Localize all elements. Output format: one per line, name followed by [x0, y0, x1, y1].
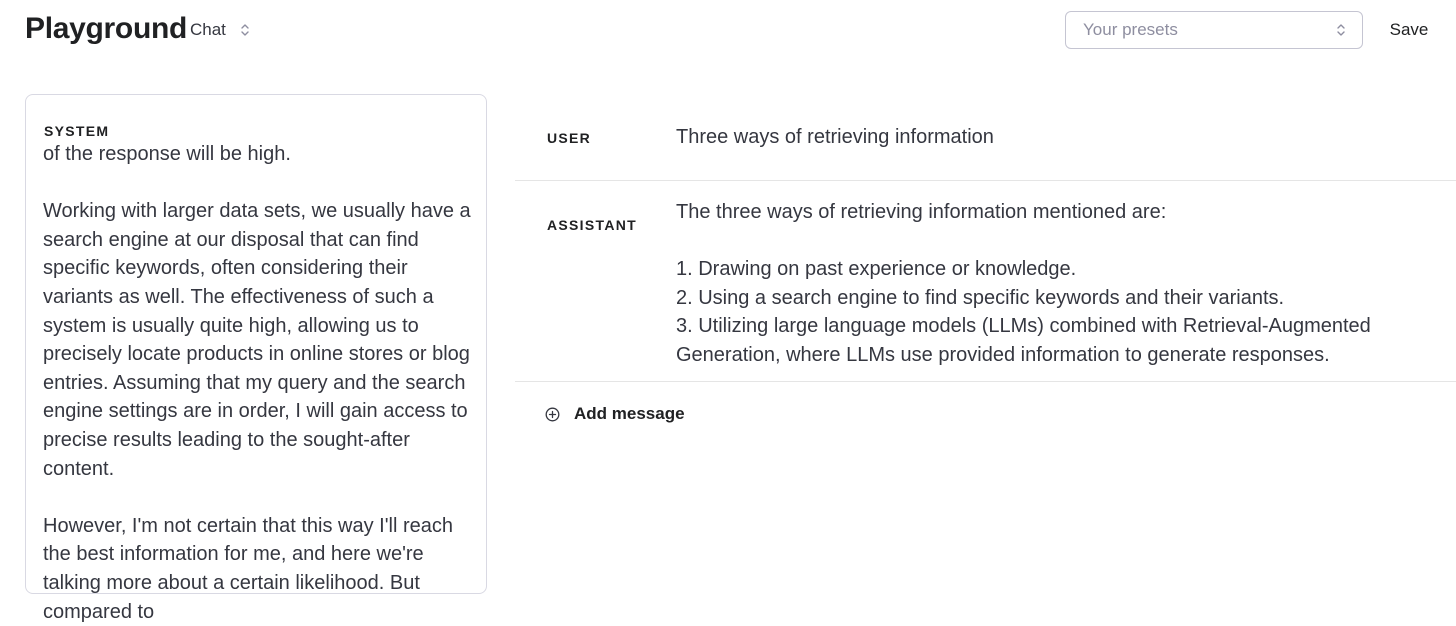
system-panel [25, 94, 487, 623]
presets-select[interactable] [1065, 11, 1363, 49]
presets-placeholder: Your presets [1083, 20, 1178, 39]
plus-circle-icon [545, 407, 560, 422]
system-label: SYSTEM [44, 123, 110, 139]
message-content-assistant[interactable]: The three ways of retrieving information mentioned are: 1. Drawing on past experience or knowledge. 2. Using a search engine to find specific keywords and their variants. 3. Utilizing large language models (LLMs) combined with Retrieval-Augmented Generation, where LLMs use provided information to generate responses. [676, 201, 1371, 366]
top-bar [0, 0, 1456, 62]
mode-label: Chat [190, 20, 226, 39]
add-message-label: Add message [574, 404, 685, 423]
updown-chevron-icon [240, 22, 250, 38]
page-title: Playground [25, 12, 188, 45]
message-role-user[interactable]: USER [547, 130, 592, 146]
system-text-viewport [26, 143, 488, 623]
updown-chevron-icon [1336, 22, 1346, 38]
message-content-user[interactable]: Three ways of retrieving information [676, 126, 994, 148]
save-button[interactable]: Save [1389, 20, 1429, 39]
message-row-user [515, 100, 1456, 181]
mode-selector[interactable] [190, 14, 250, 46]
message-row-assistant [515, 181, 1456, 382]
system-textarea[interactable]: of the response will be high. Working with larger data sets, we usually have a search engine at our disposal that can find specific keywords, often considering their variants as well. The effectiveness of such a system is usually quite high, allowing us to precisely locate products in online stores or blog entries. Assuming that my query and the search engine settings are in order, I will gain access to precise results leading to the sought-after content. However, I'm not certain that this way I'll reach the best information for me, and here we're talking more about a certain likelihood. But compared to [43, 143, 471, 623]
add-message-button[interactable] [545, 400, 685, 428]
message-role-assistant[interactable]: ASSISTANT [547, 217, 637, 233]
